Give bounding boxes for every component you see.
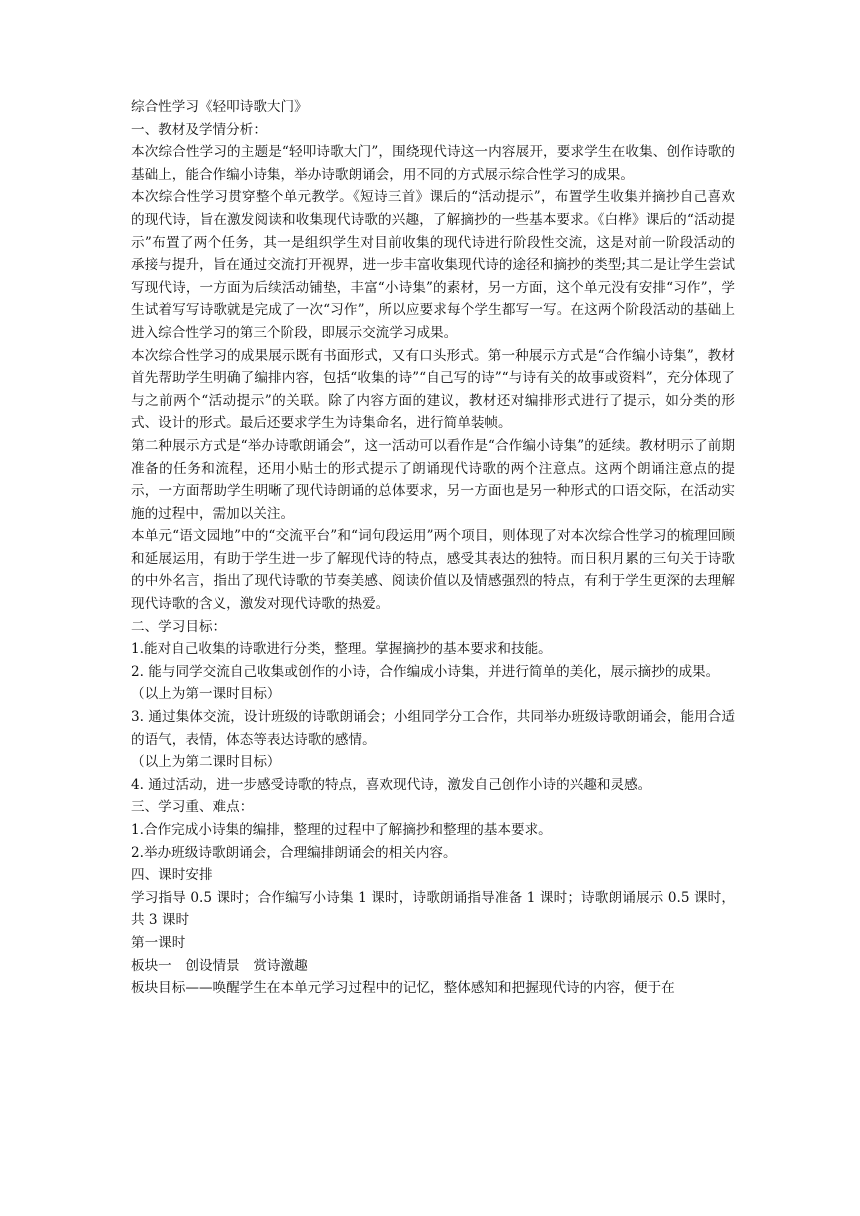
paragraph: 4. 通过活动，进一步感受诗歌的特点，喜欢现代诗，激发自己创作小诗的兴趣和灵感。	[131, 776, 652, 793]
paragraph: 板块一 创设情景 赏诗激趣	[131, 957, 308, 974]
paragraph: 2.举办班级诗歌朗诵会，合理编排朗诵会的相关内容。	[131, 844, 457, 861]
paragraph: 1.合作完成小诗集的编排，整理的过程中了解摘抄和整理的基本要求。	[131, 822, 552, 838]
paragraph: 1.能对自己收集的诗歌进行分类，整理。掌握摘抄的基本要求和技能。	[131, 641, 552, 658]
paragraph: 本单元“语文园地”中的“交流平台”和“词句段运用”两个项目，则体现了对本次综合性学习的梳理回顾和延展运用，有助于学生进一步了解现代诗的特点，感受其表达的独特。而日积月累的三句关于诗歌的中外名言，指出了现代诗歌的节奏美感、阅读价值以及情感强烈的特点，有利于学生更深的去理解现代诗歌的含义，激发对现代诗歌的热爱。	[131, 528, 735, 613]
paragraph: 3. 通过集体交流，设计班级的诗歌朗诵会；小组同学分工合作，共同举办班级诗歌朗诵会，能用合适的语气，表情，体态等表达诗歌的感情。	[131, 709, 735, 748]
section-heading: 三、学习重、难点：	[131, 799, 254, 816]
document-body	[131, 119, 735, 1000]
paragraph: 2. 能与同学交流自己收集或创作的小诗，合作编成小诗集，并进行简单的美化，展示摘抄的成果。	[131, 663, 720, 680]
paragraph: 本次综合性学习贯穿整个单元教学。《短诗三首》课后的“活动提示”，布置学生收集并摘抄自己喜欢的现代诗，旨在激发阅读和收集现代诗歌的兴趣，了解摘抄的一些基本要求。《白桦》课后的“活动提示”布置了两个任务，其一是组织学生对目前收集的现代诗进行阶段性交流，这是对前一阶段活动的承接与提升，旨在通过交流打开视界，进一步丰富收集现代诗的途径和摘抄的类型;其二是让学生尝试写现代诗，一方面为后续活动铺垫，丰富“小诗集”的素材，另一方面，这个单元没有安排“习作”，学生试着写写诗歌就是完成了一次“习作”，所以应要求每个学生都写一写。在这两个阶段活动的基础上进入综合性学习的第三个阶段，即展示交流学习成果。	[131, 189, 735, 341]
section-heading: 一、教材及学情分析：	[131, 121, 267, 138]
paragraph: （以上为第二课时目标）	[131, 754, 281, 771]
document-page	[131, 96, 735, 1000]
paragraph: 第二种展示方式是“举办诗歌朗诵会”，这一活动可以看作是“合作编小诗集”的延续。教材明示了前期准备的任务和流程，还用小贴士的形式提示了朗诵现代诗歌的两个注意点。这两个朗诵注意点的提示，一方面帮助学生明晰了现代诗朗诵的总体要求，另一方面也是另一种形式的口语交际，在活动实施的过程中，需加以关注。	[131, 437, 735, 522]
paragraph: （以上为第一课时目标）	[131, 686, 281, 703]
paragraph: 第一课时	[131, 934, 186, 951]
section-heading: 四、课时安排	[131, 867, 213, 884]
paragraph: 本次综合性学习的主题是“轻叩诗歌大门”，围绕现代诗这一内容展开，要求学生在收集、创作诗歌的基础上，能合作编小诗集，举办诗歌朗诵会，用不同的方式展示综合性学习的成果。	[131, 144, 735, 183]
paragraph: 本次综合性学习的成果展示既有书面形式，又有口头形式。第一种展示方式是“合作编小诗集”，教材首先帮助学生明确了编排内容，包括“收集的诗”“自己写的诗”“与诗有关的故事或资料”，充分体现了与之前两个“活动提示”的关联。除了内容方面的建议，教材还对编排形式进行了提示，如分类的形式、设计的形式。最后还要求学生为诗集命名，进行简单装帧。	[131, 347, 735, 432]
paragraph: 板块目标——唤醒学生在本单元学习过程中的记忆，整体感知和把握现代诗的内容，便于在	[131, 980, 675, 997]
document-title: 综合性学习《轻叩诗歌大门》	[131, 99, 308, 115]
section-heading: 二、学习目标：	[131, 618, 227, 635]
paragraph: 学习指导 0.5 课时；合作编写小诗集 1 课时，诗歌朗诵指导准备 1 课时；诗歌朗诵展示 0.5 课时，共 3 课时	[131, 889, 735, 929]
